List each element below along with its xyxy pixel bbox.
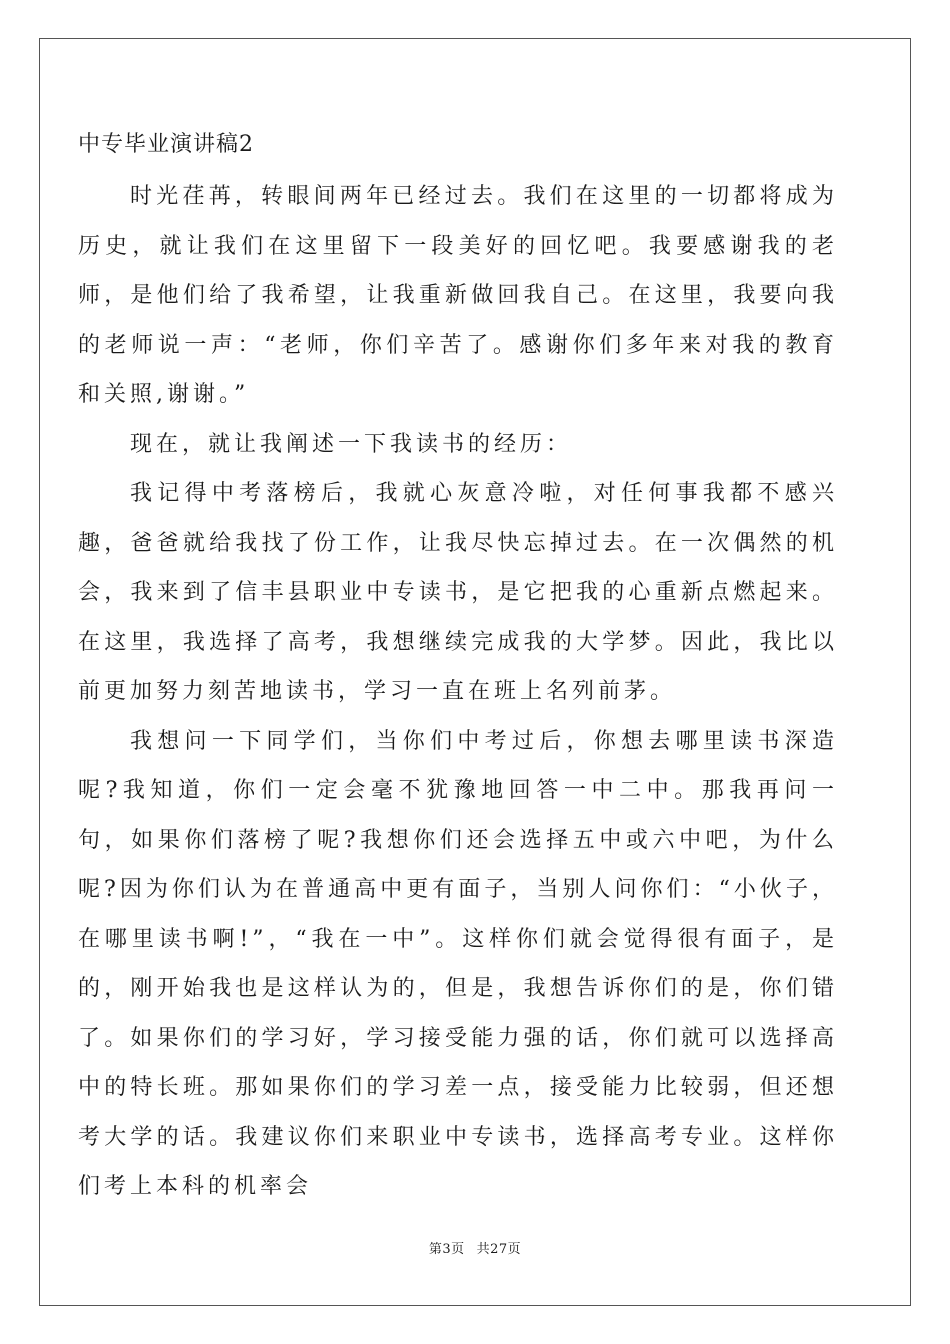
paragraph-2: 现在，就让我阐述一下我读书的经历： <box>130 431 573 457</box>
document-title: 中专毕业演讲稿2 <box>78 132 254 157</box>
paragraph-1: 时光荏苒，转眼间两年已经过去。我们在这里的一切都将成为历史，就让我们在这里留下一段美好的回忆吧。我要感谢我的老师，是他们给了我希望，让我重新做回我自己。在这里，我要向我的老师说一声：“老师，你们辛苦了。感谢你们多年来对我的教育和关照,谢谢。” <box>78 184 838 407</box>
page-total: 共27页 <box>476 1242 522 1257</box>
paragraph-3: 我记得中考落榜后，我就心灰意冷啦，对任何事我都不感兴趣，爸爸就给我找了份工作，让我尽快忘掉过去。在一次偶然的机会，我来到了信丰县职业中专读书，是它把我的心重新点燃起来。在这里，我选择了高考，我想继续完成我的大学梦。因此，我比以前更加努力刻苦地读书，学习一直在班上名列前茅。 <box>78 481 838 704</box>
page-footer <box>0 1240 950 1260</box>
page-number: 第3页 <box>428 1242 465 1257</box>
document-body <box>78 118 838 1212</box>
paragraph-4: 我想问一下同学们，当你们中考过后，你想去哪里读书深造呢?我知道，你们一定会毫不犹豫地回答一中二中。那我再问一句，如果你们落榜了呢?我想你们还会选择五中或六中吧，为什么呢?因为你们认为在普通高中更有面子，当别人问你们：“小伙子，在哪里读书啊!”，“我在一中”。这样你们就会觉得很有面子，是的，刚开始我也是这样认为的，但是，我想告诉你们的是，你们错了。如果你们的学习好，学习接受能力强的话，你们就可以选择高中的特长班。那如果你们的学习差一点，接受能力比较弱，但还想考大学的话。我建议你们来职业中专读书，选择高考专业。这样你们考上本科的机率会 <box>78 728 838 1199</box>
